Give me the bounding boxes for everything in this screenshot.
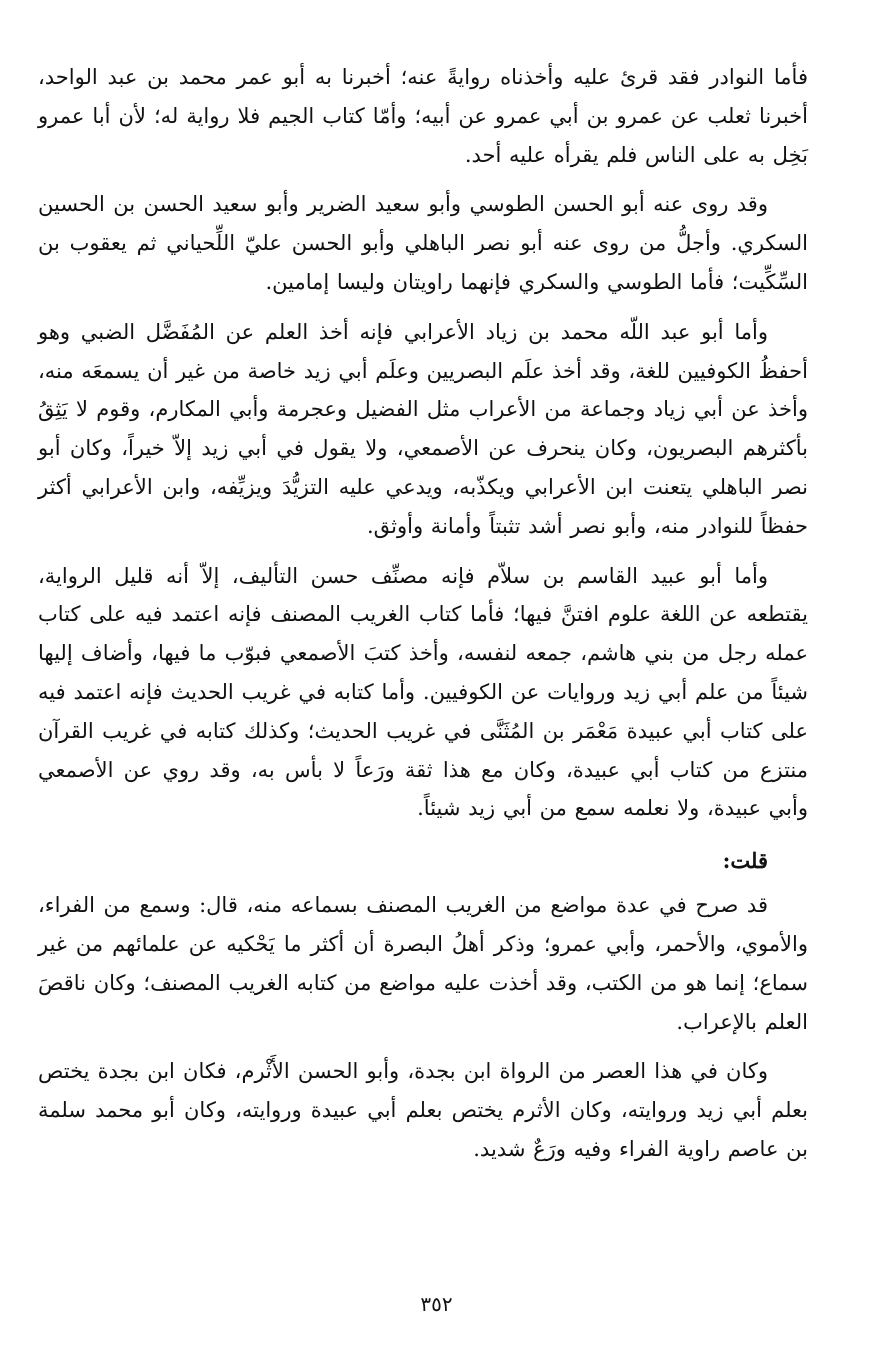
paragraph-narrators: وقد روى عنه أبو الحسن الطوسي وأبو سعيد الضرير وأبو سعيد الحسن بن الحسين السكري. وأجلُّ من روى عنه أبو نصر الباهلي وأبو الحسن عليّ اللِّحياني ثم يعقوب بن السِّكِّيت؛ فأما الطوسي والسكري فإنهما راويتان وليسا إمامين. — [38, 192, 808, 294]
paragraph-era-narrators: وكان في هذا العصر من الرواة ابن بجدة، وأبو الحسن الأَثْرم، فكان ابن بجدة يختص بعلم أبي زيد وروايته، وكان الأثرم يختص بعلم أبي عبيدة وروايته، وكان أبو محمد سلمة بن عاصم راوية الفراء وفيه ورَعٌ شديد. — [38, 1059, 808, 1161]
paragraph-ibn-al-arabi: وأما أبو عبد اللّه محمد بن زياد الأعرابي فإنه أخذ العلم عن المُفَضَّل الضبي وهو أحفظُ الكوفيين للغة، وقد أخذ علَم البصريين وعلَم أبي زيد خاصة من غير أن يسمعَه منه، وأخذ عن أبي زياد وجماعة من الأعراب مثل الفضيل وعجرمة وأبي المكارم، وقوم لا يَثِقُ بأكثرهم البصريون، وكان ينحرف عن الأصمعي، ولا يقول في أبي زيد إلاّ خيراً، وكان أبو نصر الباهلي يتعنت ابن الأعرابي ويكذّبه، ويدعي عليه التزيُّدَ ويزيِّفه، وابن الأعرابي أكثر حفظاً للنوادر منه، وأبو نصر أشد تثبتاً وأمانة وأوثق. — [38, 319, 808, 538]
page-body — [38, 58, 808, 1169]
paragraph-nawadir: فأما النوادر فقد قرئ عليه وأخذناه روايةً عنه؛ أخبرنا به أبو عمر محمد بن عبد الواحد، أخبرنا ثعلب عن عمرو بن أبي عمرو عن أبيه؛ وأمّا كتاب الجيم فلا رواية له؛ لأن أبا عمرو بَخِل به على الناس فلم يقرأه عليه أحد. — [38, 65, 808, 167]
paragraph-abu-ubaid: وأما أبو عبيد القاسم بن سلاّم فإنه مصنِّف حسن التأليف، إلاّ أنه قليل الرواية، يقتطعه عن اللغة علوم افتنَّ فيها؛ فأما كتاب الغريب المصنف فإنه اعتمد فيه على كتاب عمله رجل من بني هاشم، جمعه لنفسه، وأخذ كتبَ الأصمعي فبوّب ما فيها، وأضاف إليها شيئاً من علم أبي زيد وروايات عن الكوفيين. وأما كتابه في غريب الحديث فإنه اعتمد فيه على كتاب أبي عبيدة مَعْمَر بن المُثَنَّى في غريب الحديث؛ وكذلك كتابه في غريب القرآن منتزع من كتاب أبي عبيدة، وكان مع هذا ثقة ورَعاً لا بأس به، وقد روي عن الأصمعي وأبي عبيدة، ولا نعلمه سمع من أبي زيد شيئاً. — [38, 563, 808, 821]
page-number: ٣٥٢ — [420, 1292, 453, 1316]
paragraph-gharib: قد صرح في عدة مواضع من الغريب المصنف بسماعه منه، قال: وسمع من الفراء، والأموي، والأحمر، وأبي عمرو؛ وذكر أهلُ البصرة أن أكثر ما يَحْكيه عن علمائهم من غير سماع؛ إنما هو من الكتب، وقد أخذت عليه مواضع من كتابه الغريب المصنف؛ وكان ناقصَ العلم بالإعراب. — [38, 893, 808, 1034]
section-heading: قلت: — [722, 848, 768, 874]
